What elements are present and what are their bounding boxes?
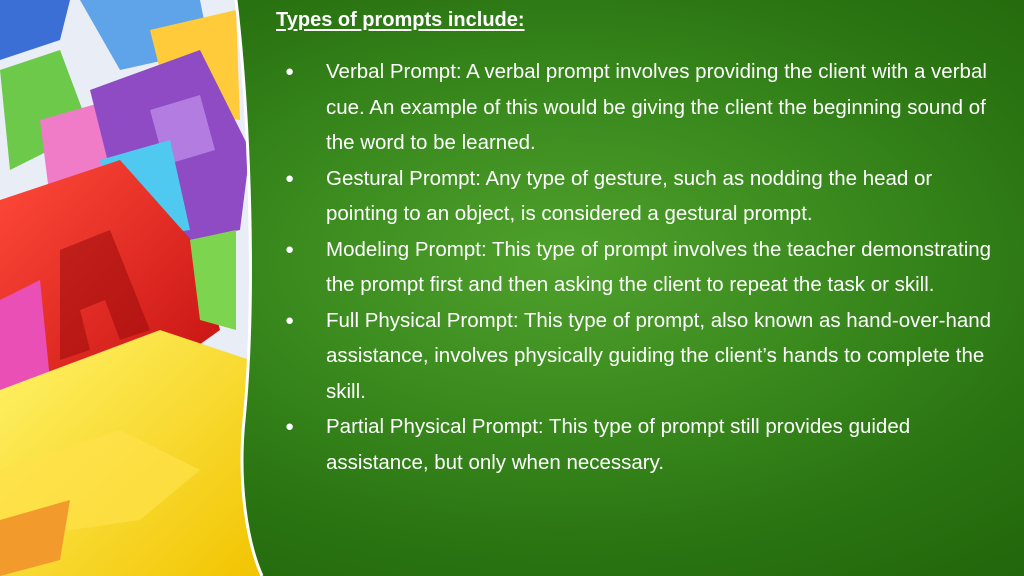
list-item-text: Gestural Prompt: Any type of gesture, such as nodding the head or pointing to an object, is considered a gestural prompt. [326, 166, 933, 225]
list-item [276, 54, 1006, 161]
list-item [276, 303, 1006, 410]
list-item [276, 161, 1006, 232]
bullet-icon: ● [285, 63, 295, 80]
bullet-icon: ● [285, 418, 295, 435]
list-item-text: Verbal Prompt: A verbal prompt involves providing the client with a verbal cue. An example of this would be giving the client the beginning sound of the word to be learned. [326, 60, 987, 154]
list-item-text: Partial Physical Prompt: This type of prompt still provides guided assistance, but only when necessary. [326, 415, 911, 474]
bullet-icon: ● [285, 240, 295, 258]
text-content [276, 0, 1006, 576]
alphabet-blocks-image [0, 0, 270, 576]
list-item-text: Modeling Prompt: This type of prompt involves the teacher demonstrating the prompt first and then asking the client to repeat the task or skill. [326, 237, 992, 296]
bullet-icon: ● [285, 311, 295, 329]
list-item-text: Full Physical Prompt: This type of prompt, also known as hand-over-hand assistance, involves physically guiding the client’s hands to complete the skill. [326, 308, 992, 403]
slide-heading: Types of prompts include: [276, 9, 525, 31]
bullet-icon: ● [285, 169, 295, 187]
list-item [276, 409, 1006, 480]
list-item [276, 232, 1006, 303]
prompt-types-list [276, 54, 1006, 480]
